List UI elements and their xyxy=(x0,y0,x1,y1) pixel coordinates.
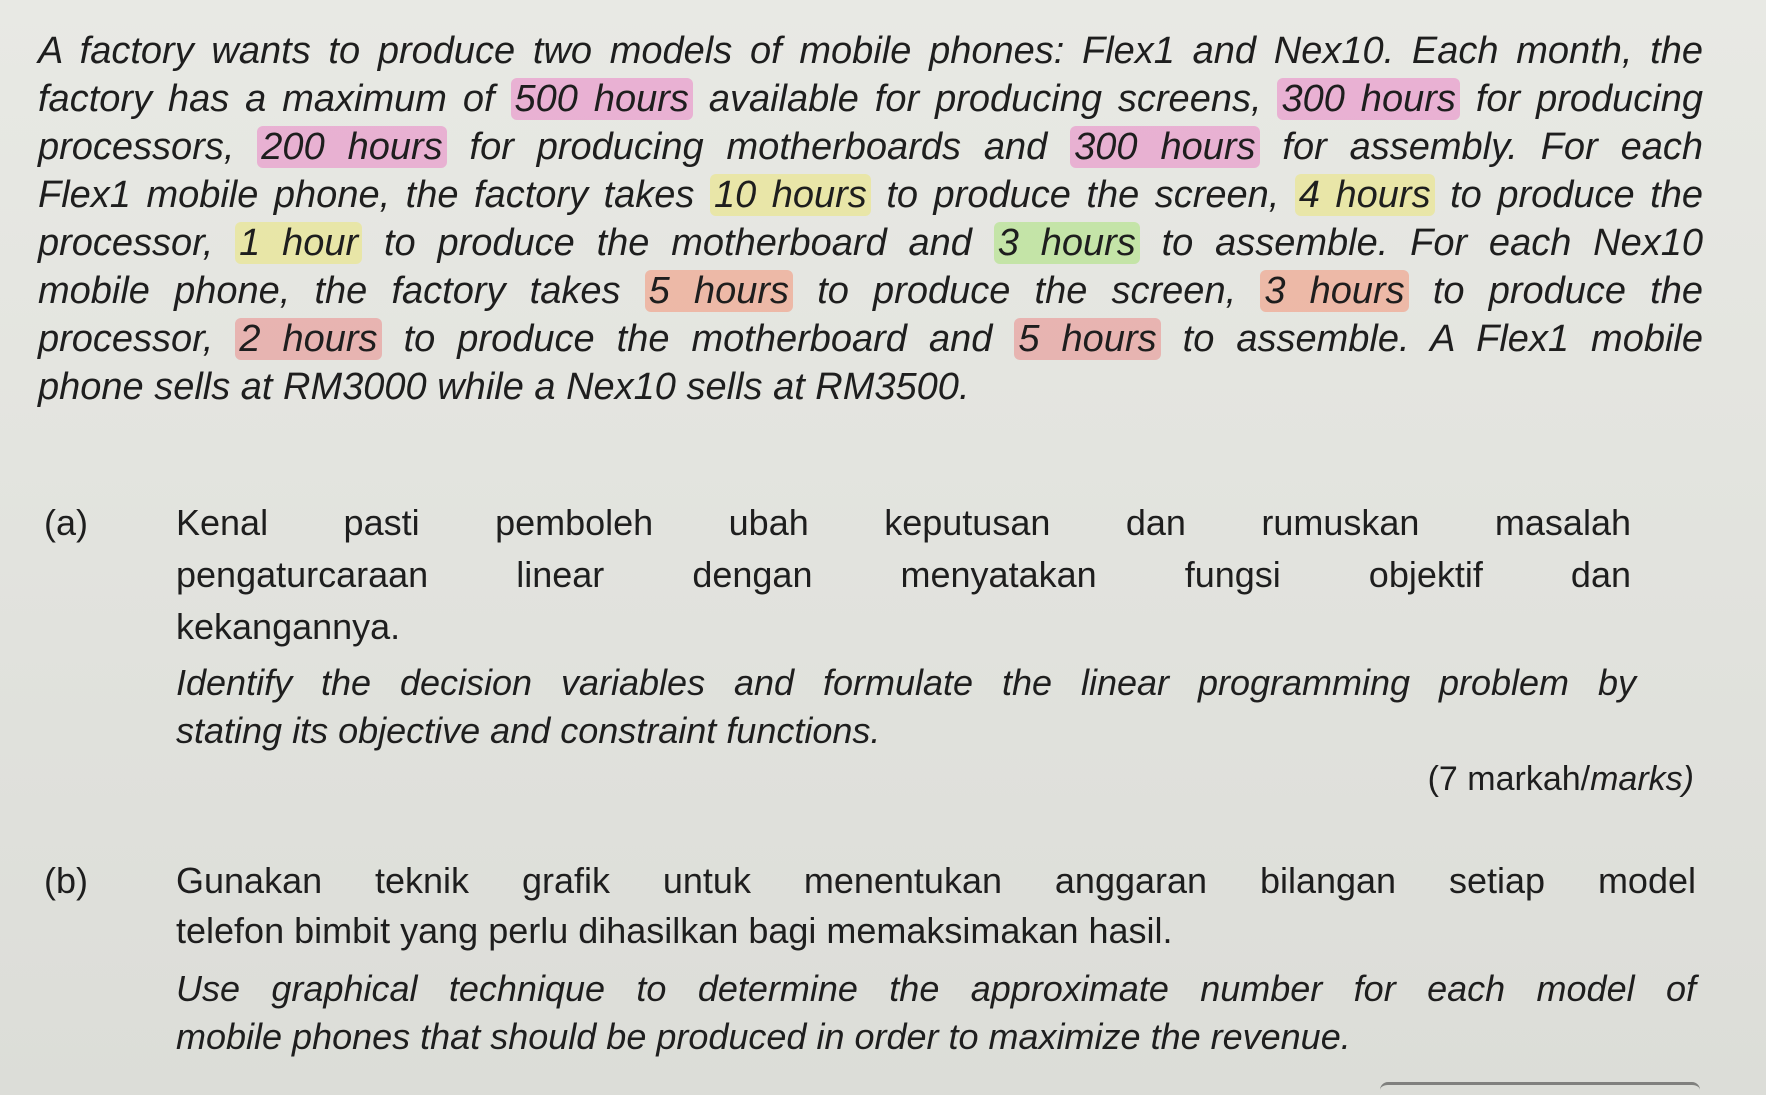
part-b-malay-line-1: Gunakan teknik grafik untuk menentukan anggaran bilangan setiap model xyxy=(176,860,1696,901)
intro-text: for producing xyxy=(1459,78,1703,120)
intro-text: for producing motherboards and xyxy=(446,126,1071,168)
intro-line-2 xyxy=(38,76,1703,122)
intro-text: mobile phone, the factory takes xyxy=(38,270,645,312)
intro-text: to produce the screen, xyxy=(870,174,1295,216)
intro-line-6 xyxy=(38,268,1703,314)
part-a-label: (a) xyxy=(44,502,88,543)
part-a-english-line-1: Identify the decision variables and formulate the linear programming problem by xyxy=(176,662,1636,703)
marks-english: marks) xyxy=(1590,760,1694,798)
intro-text: to produce the xyxy=(1408,270,1704,312)
intro-text: Flex1 mobile phone, the factory takes xyxy=(38,174,710,216)
highlight-2-hours: 2 hours xyxy=(235,318,381,360)
intro-text: to assemble. A Flex1 mobile xyxy=(1160,318,1703,360)
intro-text: to produce the motherboard and xyxy=(381,318,1015,360)
part-a-malay-line-1: Kenal pasti pemboleh ubah keputusan dan rumuskan masalah xyxy=(176,502,1631,543)
intro-text: available for producing screens, xyxy=(692,78,1278,120)
highlight-5-hours-assemble: 5 hours xyxy=(1014,318,1160,360)
highlight-5-hours-screen: 5 hours xyxy=(645,270,793,312)
highlight-500-hours: 500 hours xyxy=(511,78,693,120)
intro-text: to produce the xyxy=(1434,174,1704,216)
highlight-300-hours-assembly: 300 hours xyxy=(1070,126,1259,168)
intro-text: to produce the motherboard and xyxy=(362,222,994,264)
highlight-3-hours-assemble: 3 hours xyxy=(994,222,1140,264)
intro-line-7 xyxy=(38,316,1703,362)
intro-text: A factory wants to produce two models of mobile phones: Flex1 and Nex10. Each month, the xyxy=(38,30,1703,72)
part-a-malay-line-3: kekangannya. xyxy=(176,606,401,647)
intro-text: processors, xyxy=(38,126,258,168)
intro-line-8 xyxy=(38,364,970,410)
intro-line-1 xyxy=(38,28,1703,74)
intro-line-5 xyxy=(38,220,1703,266)
highlight-1-hour: 1 hour xyxy=(235,222,362,264)
intro-text: for assembly. For each xyxy=(1259,126,1704,168)
part-b-malay-line-2: telefon bimbit yang perlu dihasilkan bagi memaksimakan hasil. xyxy=(176,910,1173,951)
part-b-english-line-1: Use graphical technique to determine the approximate number for each model of xyxy=(176,968,1696,1009)
intro-text: to assemble. For each Nex10 xyxy=(1139,222,1704,264)
intro-line-3 xyxy=(38,124,1703,170)
highlight-10-hours: 10 hours xyxy=(710,174,871,216)
part-b-label: (b) xyxy=(44,860,88,901)
intro-text: factory has a maximum of xyxy=(38,78,511,120)
part-b-english-line-2: mobile phones that should be produced in order to maximize the revenue. xyxy=(176,1016,1351,1057)
marks-malay: (7 markah/ xyxy=(1427,760,1591,798)
intro-text: to produce the screen, xyxy=(793,270,1261,312)
cutoff-bottom-text xyxy=(1380,1082,1700,1095)
intro-line-4 xyxy=(38,172,1703,218)
highlight-200-hours: 200 hours xyxy=(257,126,446,168)
intro-text: processor, xyxy=(38,222,236,264)
highlight-300-hours-processors: 300 hours xyxy=(1277,78,1459,120)
highlight-4-hours: 4 hours xyxy=(1295,174,1435,216)
part-a-marks xyxy=(1428,757,1694,801)
intro-text: processor, xyxy=(38,318,236,360)
intro-text: phone sells at RM3000 while a Nex10 sells at RM3500. xyxy=(38,366,970,408)
part-a-malay-line-2: pengaturcaraan linear dengan menyatakan fungsi objektif dan xyxy=(176,554,1631,595)
highlight-3-hours-processor: 3 hours xyxy=(1260,270,1408,312)
part-a-english-line-2: stating its objective and constraint functions. xyxy=(176,710,881,751)
